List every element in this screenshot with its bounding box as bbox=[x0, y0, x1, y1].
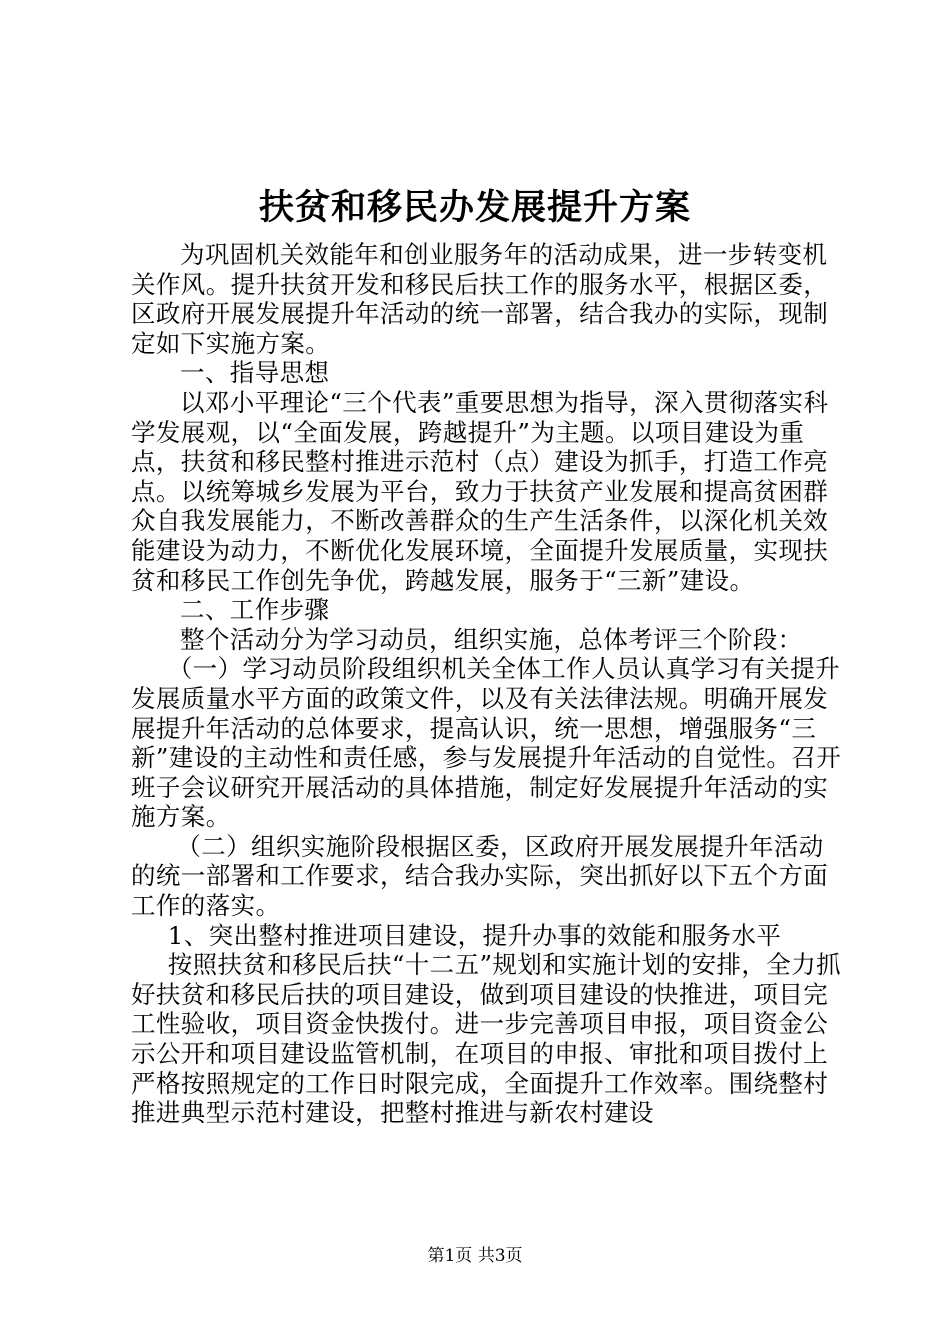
section-heading-work-steps: 二、工作步骤 bbox=[180, 595, 330, 625]
page-number: 第1页 共3页 bbox=[427, 1246, 523, 1266]
document-title: 扶贫和移民办发展提升方案 bbox=[258, 187, 691, 228]
stage-one-paragraph: （一）学习动员阶段组织机关全体工作人员认真学习有关提升发展质量水平方面的政策文件，以及有关法律法规。明确开展发展提升年活动的总体要求，提高认识，统一思想，增强服务“三新”建设的主动性和责任感，参与发展提升年活动的自觉性。召开班子会议研究开展活动的具体措施，制定好发展提升年活动的实施方案。 bbox=[131, 654, 842, 832]
subsection-heading-village-projects: 1、突出整村推进项目建设，提升办事的效能和服务水平 bbox=[167, 920, 782, 950]
work-steps-paragraph: 整个活动分为学习动员，组织实施，总体考评三个阶段： bbox=[180, 624, 803, 654]
intro-paragraph: 为巩固机关效能年和创业服务年的活动成果，进一步转变机关作风。提升扶贫开发和移民后扶工作的服务水平，根据区委，区政府开展发展提升年活动的统一部署，结合我办的实际，现制定如下实施方案。 bbox=[131, 240, 829, 358]
guiding-thought-paragraph: 以邓小平理论“三个代表”重要思想为指导，深入贯彻落实科学发展观，以“全面发展，跨越提升”为主题。以项目建设为重点，扶贫和移民整村推进示范村（点）建设为抓手，打造工作亮点。以统筹城乡发展为平台，致力于扶贫产业发展和提高贫困群众自我发展能力，不断改善群众的生产生活条件，以深化机关效能建设为动力，不断优化发展环境，全面提升发展质量，实现扶贫和移民工作创先争优，跨越发展，服务于“三新”建设。 bbox=[131, 387, 829, 595]
village-projects-paragraph: 按照扶贫和移民后扶“十二五”规划和实施计划的安排，全力抓好扶贫和移民后扶的项目建设，做到项目建设的快推进，项目完工性验收，项目资金快拨付。进一步完善项目申报，项目资金公示公开和项目建设监管机制，在项目的申报、审批和项目拨付上严格按照规定的工作日时限完成，全面提升工作效率。围绕整村推进典型示范村建设，把整村推进与新农村建设 bbox=[131, 950, 841, 1128]
stage-two-paragraph: （二）组织实施阶段根据区委，区政府开展发展提升年活动的统一部署和工作要求，结合我办实际，突出抓好以下五个方面工作的落实。 bbox=[131, 831, 829, 921]
section-heading-guiding-thought: 一、指导思想 bbox=[180, 358, 330, 388]
document-body bbox=[131, 240, 846, 1128]
